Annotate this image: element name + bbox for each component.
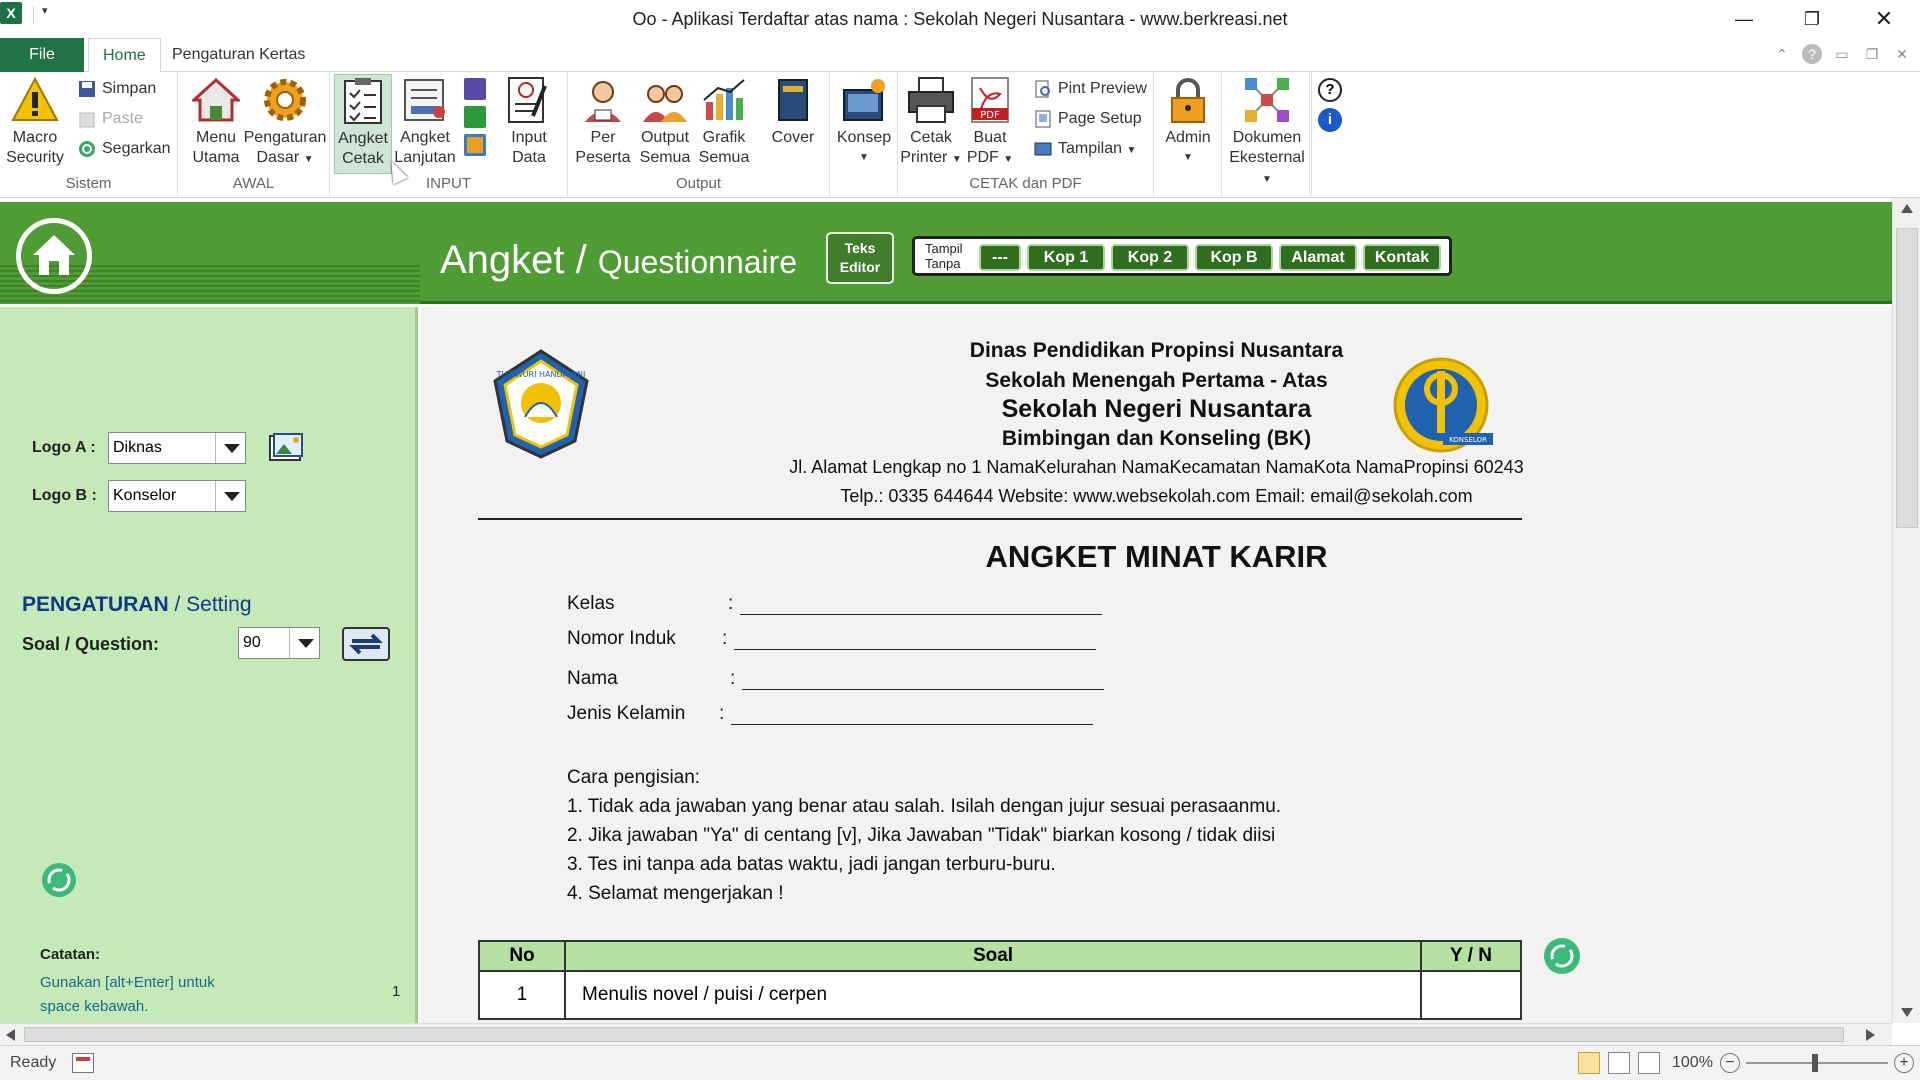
chevron-down-icon[interactable] [215,481,245,511]
dropdown-caret-icon: ▼ [1183,152,1193,163]
group-icon [641,76,689,124]
tab-home[interactable]: Home [88,38,161,73]
zoom-slider-handle[interactable] [1812,1054,1818,1072]
output-semua-label-2: Semua [639,149,691,166]
field-nomor-induk-colon: : [722,628,728,649]
status-bar [0,1045,1920,1080]
pengaturan-label-2: Dasar [256,149,300,166]
paste-button[interactable] [76,106,143,132]
tabbar-window-icons [1772,44,1912,64]
cover-button[interactable] [762,74,824,148]
scroll-right-icon[interactable] [1866,1029,1875,1041]
window-title: Oo - Aplikasi Terdaftar atas nama : Sekolah Negeri Nusantara - www.berkreasi.net [632,9,1288,29]
cell-soal: Menulis novel / puisi / cerpen [565,971,1421,1019]
header-no: No [479,941,565,971]
tab-file[interactable]: File [0,38,84,72]
cetak-printer-label-1: Cetak [910,129,952,146]
simpan-button[interactable] [76,76,156,102]
dokumen-label-2: Ekesternal [1229,149,1305,166]
catatan-text [40,971,215,1019]
angket-cetak-label-2: Cetak [342,150,384,167]
kop-line-1: Dinas Pendidikan Propinsi Nusantara [969,339,1344,362]
page-break-view-icon[interactable] [1638,1052,1660,1074]
cara-pengisian-label: Cara pengisian: [567,767,701,788]
kop-b-button[interactable]: Kop B [1195,244,1273,271]
dropdown-caret-icon: ▼ [1126,145,1137,156]
dropdown-caret-icon: ▼ [1003,154,1014,165]
field-nomor-induk-line[interactable] [734,649,1096,650]
lock-icon [1164,76,1212,124]
horizontal-scrollbar[interactable] [0,1023,1892,1045]
soal-dropdown[interactable] [238,627,320,659]
field-nama-line[interactable] [742,689,1104,690]
tampil-label-2: Tanpa [925,256,961,271]
restore-icon[interactable]: ❐ [1803,9,1821,29]
refresh-icon[interactable] [42,863,76,897]
input-data-label-1: Input [511,129,547,146]
group-awal [178,72,330,196]
kop-1-button[interactable]: Kop 1 [1027,244,1105,271]
group-label-output: Output [675,175,722,192]
field-jenis-kelamin-colon: : [719,703,725,724]
per-peserta-label-2: Peserta [575,149,631,166]
buat-pdf-label-2: PDF [966,149,999,166]
soal-label: Soal / Question: [22,634,160,654]
green-header [0,202,1892,304]
title-sub: Questionnaire [597,244,798,280]
menu-utama-button[interactable] [184,74,248,168]
image-orange-icon[interactable] [464,134,486,156]
page-layout-view-icon[interactable] [1608,1052,1630,1074]
catatan-label: Catatan: [40,946,101,963]
pengaturan-title: PENGATURAN [22,593,169,616]
angket-lanjutan-label-1: Angket [400,129,450,146]
kop-line-3: Sekolah Negeri Nusantara [1001,395,1312,423]
macro-label-1: Macro [12,129,58,146]
excel-app-icon[interactable]: X [0,2,22,24]
pengaturan-label-1: Pengaturan [243,129,327,146]
admin-button[interactable] [1156,74,1220,168]
qat-customize-icon[interactable]: ▾ [42,5,48,17]
tampilan-label: Tampilan [1058,140,1123,157]
group-label-awal: AWAL [232,175,275,192]
dropdown-caret-icon: ▼ [303,154,314,165]
buat-pdf-button[interactable] [962,74,1018,170]
table-row [479,971,1521,1019]
cetak-printer-label-2: Printer [900,149,948,166]
zoom-in-icon[interactable]: + [1894,1053,1914,1073]
dropdown-caret-icon: ▼ [951,154,962,165]
zoom-out-icon[interactable]: − [1720,1053,1740,1073]
field-kelas-label: Kelas [567,593,615,614]
worksheet [0,198,1892,1023]
konsep-label: Konsep [836,129,892,146]
dropdown-caret-icon: ▼ [859,152,869,163]
group-konsep [830,72,898,196]
cetak-printer-button[interactable] [900,74,962,170]
book-icon [769,76,817,124]
macro-security-button[interactable] [2,74,68,168]
field-nomor-induk-label: Nomor Induk [567,628,676,649]
doc-restore-icon[interactable]: ❐ [1865,46,1879,62]
tampil-tanpa-box [912,236,1452,276]
soal-value: 90 [243,634,261,651]
grafik-semua-button[interactable] [694,74,754,168]
apply-soal-button[interactable] [342,627,390,661]
input-data-label-2: Data [512,149,546,166]
menu-label-2: Utama [192,149,240,166]
field-nama-colon: : [730,668,736,689]
question-table [478,940,1522,1020]
tampil-label-1: Tampil [925,241,963,256]
form-icon [401,76,449,124]
doc-purple-icon[interactable] [464,78,486,100]
vertical-scrollbar[interactable] [1892,198,1920,1023]
svg-text:PDF: PDF [980,110,1000,121]
close-icon[interactable]: ✕ [1874,6,1894,31]
image-icon[interactable] [268,432,304,462]
dokumen-eksternal-button[interactable] [1226,74,1308,190]
group-sistem [0,72,178,196]
input-data-button[interactable] [496,74,562,168]
angket-lanjutan-label-2: Lanjutan [394,149,456,166]
page-setup-icon [1034,110,1052,128]
simpan-label: Simpan [102,80,157,97]
status-ready: Ready [10,1054,57,1071]
person-icon [579,76,627,124]
per-peserta-label-1: Per [590,129,616,146]
field-jenis-kelamin-label: Jenis Kelamin [567,703,686,724]
printer-icon [907,76,955,124]
title-main: Angket [440,238,565,282]
page-setup-label: Page Setup [1058,110,1142,127]
pdf-icon [966,76,1014,124]
home-button[interactable] [16,218,92,294]
input-data-icon [505,76,553,124]
field-nama-label: Nama [567,668,618,689]
page-title [440,238,797,283]
logo-left-text: TUT WURI HANDAYANI [496,370,586,379]
ribbon-separator [1311,72,1312,196]
info-icon[interactable]: i [1318,108,1342,132]
kop-line-6: Telp.: 0335 644644 Website: www.websekolah.com Email: email@sekolah.com [840,486,1473,506]
network-icon [1243,76,1291,124]
help-icon[interactable]: ? [1318,78,1342,102]
chart-icon [700,76,748,124]
per-peserta-button[interactable] [572,74,634,168]
minimize-icon[interactable]: — [1735,9,1753,29]
paste-icon [78,110,96,128]
table-refresh-icon[interactable] [1544,938,1580,974]
group-cetak-pdf [898,72,1154,196]
buat-pdf-label-1: Buat [973,129,1007,146]
questionnaire-paper [421,307,1892,1023]
macro-label-2: Security [6,149,64,166]
teks-editor-label-1: Teks [844,240,876,256]
zoom-level: 100% [1672,1054,1713,1071]
ribbon-collapse-icon[interactable]: ⌃ [1776,46,1788,62]
help-circle-icon[interactable]: ? [1802,44,1822,64]
group-label-cetak: CETAK dan PDF [969,175,1082,192]
save-icon [78,80,96,98]
pengaturan-dasar-button[interactable] [242,74,328,170]
chevron-down-icon[interactable] [289,628,319,658]
logo-b-dropdown[interactable] [108,480,246,512]
scroll-down-icon[interactable] [1901,1008,1913,1017]
instruction-1: 1. Tidak ada jawaban yang benar atau salah. Isilah dengan jujur sesuai perasaanmu. [567,796,1282,817]
angket-lanjutan-button[interactable] [394,74,456,168]
instruction-4: 4. Selamat mengerjakan ! [567,883,784,904]
field-kelas-colon: : [728,593,734,614]
alamat-button[interactable]: Alamat [1279,244,1357,271]
setting-subtitle: / Setting [168,593,252,616]
paste-label: Paste [102,110,143,127]
group-admin [1154,72,1222,196]
group-label-input: INPUT [426,175,471,192]
title-separator: / [564,238,598,282]
catatan-line-2: space kebawah. [40,998,149,1015]
tab-pengaturan-kertas[interactable]: Pengaturan Kertas [172,46,306,63]
admin-label: Admin [1165,129,1211,146]
ribbon [0,72,1920,198]
kop-divider [478,518,1522,520]
field-jenis-kelamin-line[interactable] [731,724,1093,725]
pengaturan-heading [22,593,252,617]
normal-view-icon[interactable] [1578,1052,1600,1074]
scroll-left-icon[interactable] [6,1029,15,1041]
segarkan-label: Segarkan [102,140,171,157]
angket-cetak-button[interactable] [334,74,392,174]
sync-icon [344,629,388,659]
doc-minimize-icon[interactable]: ▭ [1835,46,1849,62]
cover-label: Cover [771,129,815,146]
logo-a-value: Diknas [113,439,162,456]
output-semua-label-1: Output [640,129,690,146]
scroll-up-icon[interactable] [1901,204,1913,213]
macro-record-icon[interactable] [72,1053,94,1073]
cell-yn[interactable] [1421,971,1521,1019]
sheet-green-icon[interactable] [464,106,486,128]
vertical-scroll-thumb[interactable] [1896,228,1918,528]
teks-editor-button[interactable] [826,232,894,284]
tampil-label [925,241,963,271]
display-icon [1034,140,1052,158]
title-bar [0,0,1920,38]
warning-icon [11,76,59,124]
pint-preview-button[interactable] [1032,76,1147,102]
header-yn: Y / N [1421,941,1521,971]
kop-line-5: Jl. Alamat Lengkap no 1 NamaKelurahan NamaKecamatan NamaKota NamaPropinsi 60243 [789,457,1524,477]
logo-b-value: Konselor [113,487,177,504]
group-label-sistem: Sistem [65,175,112,192]
field-kelas-line[interactable] [740,614,1102,615]
concept-icon [840,76,888,124]
group-dokumen [1222,72,1310,196]
doc-close-icon[interactable]: ✕ [1896,46,1908,62]
logo-right-text: KONSELOR [1449,436,1487,444]
group-input [330,72,568,196]
header-soal: Soal [565,941,1421,971]
instruction-3: 3. Tes ini tanpa ada batas waktu, jadi jangan terburu-buru. [567,854,1056,875]
form-title: ANGKET MINAT KARIR [985,539,1328,574]
dropdown-caret-icon: ▼ [1262,174,1272,185]
teks-editor-label-2: Editor [839,259,881,275]
chevron-down-icon[interactable] [215,433,245,463]
tampilan-button[interactable] [1032,136,1136,162]
kontak-button[interactable]: Kontak [1363,244,1441,271]
ribbon-tabs [0,38,1920,72]
preview-icon [1034,80,1052,98]
horizontal-scroll-thumb[interactable] [24,1027,1844,1042]
cell-no: 1 [479,971,565,1019]
row-number: 1 [392,983,401,1000]
grafik-semua-label-2: Semua [698,149,750,166]
group-output [568,72,830,196]
catatan-line-1: Gunakan [alt+Enter] untuk [40,974,215,991]
segarkan-button[interactable] [76,136,171,162]
kop-line-4: Bimbingan dan Konseling (BK) [1001,427,1312,450]
menu-label-1: Menu [195,129,237,146]
refresh-icon [78,140,96,158]
instruction-2: 2. Jika jawaban "Ya" di centang [v], Jika Jawaban "Tidak" biarkan kosong / tidak diisi [567,825,1276,846]
dokumen-label-1: Dokumen [1232,129,1302,146]
gear-icon [261,76,309,124]
angket-cetak-label-1: Angket [338,130,388,147]
home-icon [192,76,240,124]
logo-a-dropdown[interactable] [108,432,246,464]
page-setup-button[interactable] [1032,106,1142,132]
home-icon [21,223,87,289]
kop-line-2: Sekolah Menengah Pertama - Atas [985,369,1328,392]
logo-b-label: Logo B : [32,487,97,504]
logo-a-label: Logo A : [32,439,96,456]
pint-preview-label: Pint Preview [1058,80,1147,97]
kop-2-button[interactable]: Kop 2 [1111,244,1189,271]
checklist-icon [339,77,387,125]
output-semua-button[interactable] [634,74,696,168]
kop-none-button[interactable]: --- [979,244,1021,271]
left-panel [0,307,418,1023]
grafik-semua-label-1: Grafik [702,129,746,146]
konsep-button[interactable] [832,74,896,168]
